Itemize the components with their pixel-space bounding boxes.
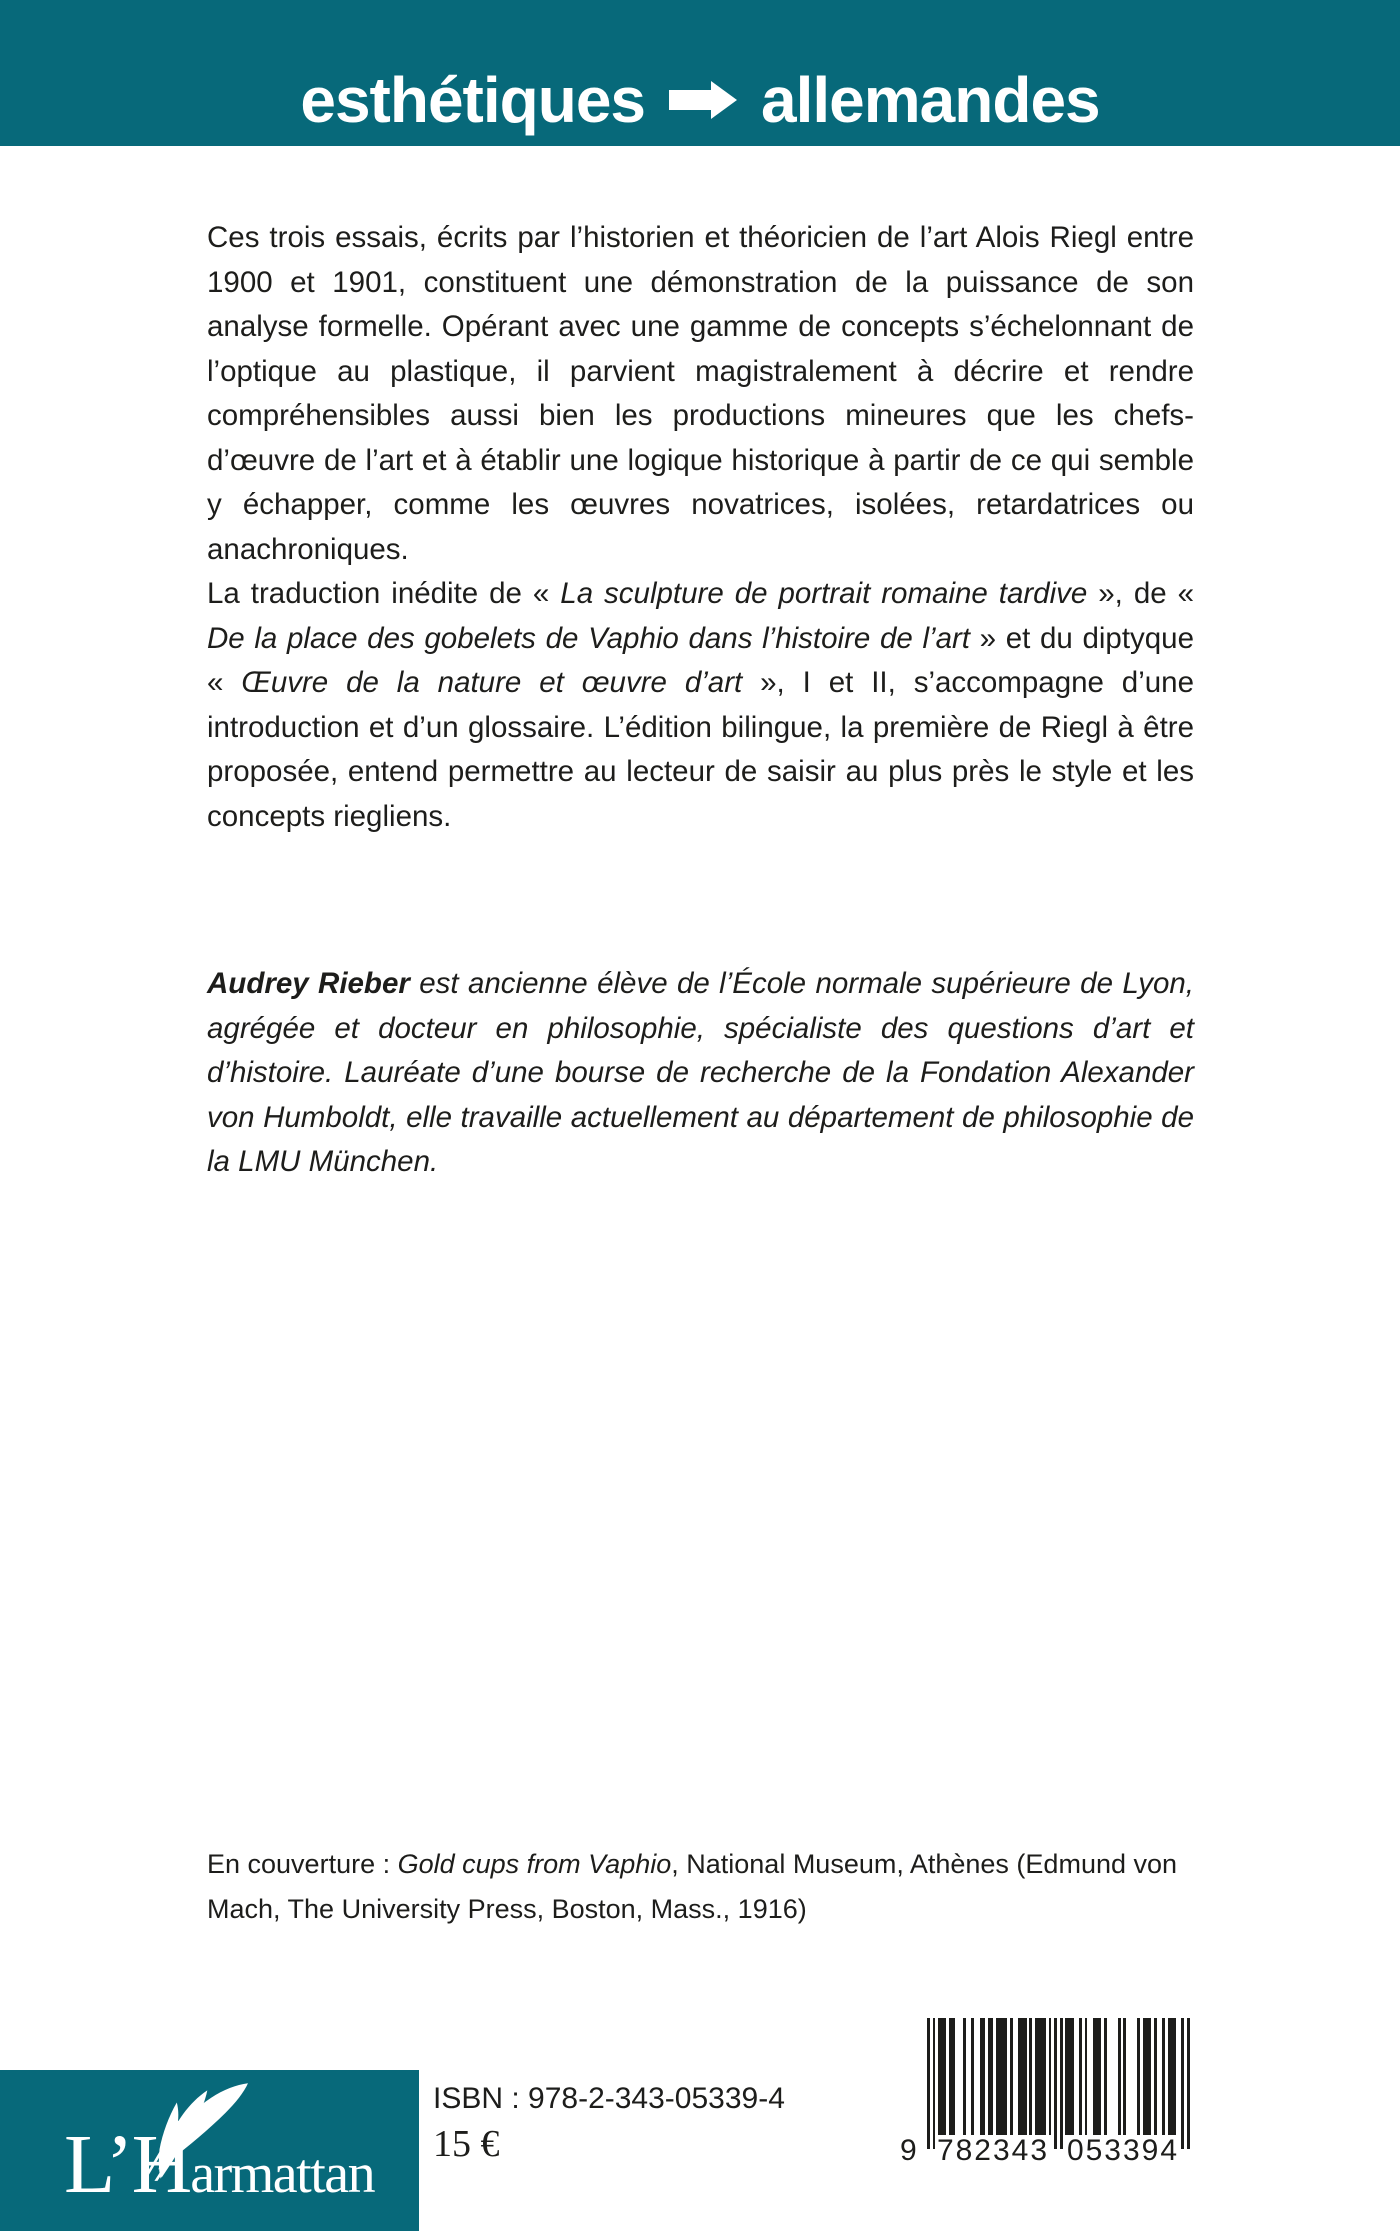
right-arrow-shaft [669, 90, 711, 110]
collection-word-right: allemandes [761, 64, 1100, 136]
barcode-digit-first: 9 [900, 2134, 917, 2167]
publisher-logo-initials: L’H [64, 2118, 191, 2211]
collection-word-left: esthétiques [300, 64, 646, 136]
right-arrow-icon [669, 81, 737, 119]
barcode-bars [927, 2018, 1190, 2149]
synopsis [207, 216, 1194, 839]
isbn-block [433, 2082, 785, 2164]
collection-band [0, 0, 1400, 146]
publisher-logo-name: armattan [190, 2143, 375, 2205]
collection-title [0, 27, 1400, 173]
barcode-digit-group2: 053394 [1066, 2134, 1180, 2167]
barcode-digits [900, 2134, 1200, 2168]
barcode [900, 2018, 1200, 2168]
barcode-digit-group1: 782343 [936, 2134, 1050, 2167]
synopsis-paragraph-2: La traduction inédite de « La sculpture de portrait romaine tardive », de « De la place des gobelets de Vaphio dans l’histoire de l’art » et du diptyque « Œuvre de la nature et œuvre d’art », I et II, s’accompagne d’une introduction et d’un glossaire. L’édition bilingue, la première de Riegl à être proposée, entend permettre au lecteur de saisir au plus près le style et les concepts riegliens. [207, 577, 1194, 833]
cover-credit: En couverture : Gold cups from Vaphio, National Museum, Athènes (Edmund von Mach, The University Press, Boston, Mass., 1916) [207, 1849, 1178, 1924]
isbn-number: ISBN : 978-2-343-05339-4 [433, 2082, 785, 2115]
publisher-band [0, 2070, 419, 2231]
publisher-logo [64, 2118, 375, 2211]
right-arrow-head [711, 81, 737, 119]
author-bio: Audrey Rieber est ancienne élève de l’École normale supérieure de Lyon, agrégée et docteur en philosophie, spécialiste des questions d’art et d’histoire. Lauréate d’une bourse de recherche de la Fondation Alexander von Humboldt, elle travaille actuellement au département de philosophie de la LMU München. [207, 967, 1194, 1178]
synopsis-paragraph-1: Ces trois essais, écrits par l’historien et théoricien de l’art Alois Riegl entre 1900 et 1901, constituent une démonstration de la puissance de son analyse formelle. Opérant avec une gamme de concepts s’échelonnant de l’optique au plastique, il parvient magistralement à décrire et rendre compréhensibles aussi bien les productions mineures que les chefs-d’œuvre de l’art et à établir une logique historique à partir de ce qui semble y échapper, comme les œuvres novatrices, isolées, retardatrices ou anachroniques. [207, 221, 1194, 566]
price: 15 € [433, 2123, 500, 2165]
